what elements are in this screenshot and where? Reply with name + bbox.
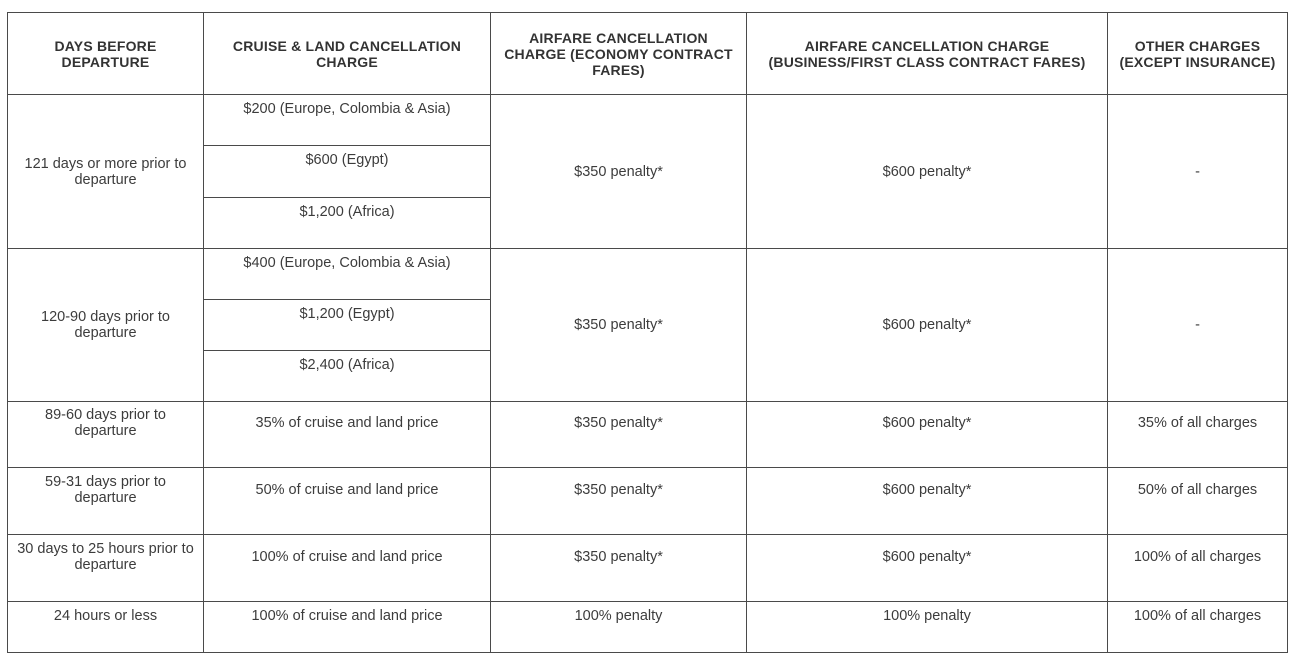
- other-cell: -: [1108, 249, 1288, 402]
- days-cell: 121 days or more prior to departure: [8, 95, 204, 249]
- business-cell: $600 penalty*: [747, 95, 1108, 249]
- economy-cell: $350 penalty*: [491, 402, 747, 468]
- days-cell: 89-60 days prior to departure: [8, 402, 204, 468]
- other-cell: -: [1108, 95, 1288, 249]
- business-cell: $600 penalty*: [747, 535, 1108, 602]
- table-row: [8, 249, 1288, 402]
- days-cell: 30 days to 25 hours prior to departure: [8, 535, 204, 602]
- cruise-cell: 100% of cruise and land price: [204, 535, 491, 602]
- header-airfare-business: AIRFARE CANCELLATION CHARGE (BUSINESS/FIRST CLASS CONTRACT FARES): [747, 13, 1108, 95]
- header-row: [8, 13, 1288, 95]
- cancellation-policy-table: [7, 12, 1288, 653]
- cruise-cell: 35% of cruise and land price: [204, 402, 491, 468]
- days-cell: 120-90 days prior to departure: [8, 249, 204, 402]
- business-cell: $600 penalty*: [747, 249, 1108, 402]
- cruise-cell: 50% of cruise and land price: [204, 468, 491, 535]
- other-cell: 100% of all charges: [1108, 535, 1288, 602]
- cruise-sub-cell: $2,400 (Africa): [299, 357, 395, 373]
- header-cruise-land-charge: CRUISE & LAND CANCELLATION CHARGE: [204, 13, 491, 95]
- cruise-sub-cell: $1,200 (Africa): [299, 203, 395, 220]
- economy-cell: $350 penalty*: [491, 535, 747, 602]
- table-row: [8, 468, 1288, 535]
- cruise-sub-cell: $600 (Egypt): [204, 146, 490, 197]
- header-other-charges: OTHER CHARGES (EXCEPT INSURANCE): [1108, 13, 1288, 95]
- cruise-sub-cell: $200 (Europe, Colombia & Asia): [204, 95, 490, 146]
- business-cell: 100% penalty: [747, 602, 1108, 653]
- table-row: [8, 602, 1288, 653]
- cruise-sub-cell: $1,200 (Egypt): [204, 300, 490, 351]
- cruise-sub-cell: $400 (Europe, Colombia & Asia): [204, 249, 490, 300]
- economy-cell: $350 penalty*: [491, 468, 747, 535]
- economy-cell: 100% penalty: [491, 602, 747, 653]
- other-cell: 35% of all charges: [1108, 402, 1288, 468]
- cruise-cell: [204, 95, 491, 249]
- business-cell: $600 penalty*: [747, 402, 1108, 468]
- header-airfare-economy: AIRFARE CANCELLATION CHARGE (ECONOMY CONTRACT FARES): [491, 13, 747, 95]
- days-cell: 59-31 days prior to departure: [8, 468, 204, 535]
- header-days-before-departure: DAYS BEFORE DEPARTURE: [8, 13, 204, 95]
- business-cell: $600 penalty*: [747, 468, 1108, 535]
- other-cell: 100% of all charges: [1108, 602, 1288, 653]
- cruise-cell: [204, 249, 491, 402]
- days-cell: 24 hours or less: [8, 602, 204, 653]
- table-row: [8, 535, 1288, 602]
- economy-cell: $350 penalty*: [491, 249, 747, 402]
- other-cell: 50% of all charges: [1108, 468, 1288, 535]
- cruise-cell: 100% of cruise and land price: [204, 602, 491, 653]
- economy-cell: $350 penalty*: [491, 95, 747, 249]
- table-row: [8, 402, 1288, 468]
- table-row: [8, 95, 1288, 249]
